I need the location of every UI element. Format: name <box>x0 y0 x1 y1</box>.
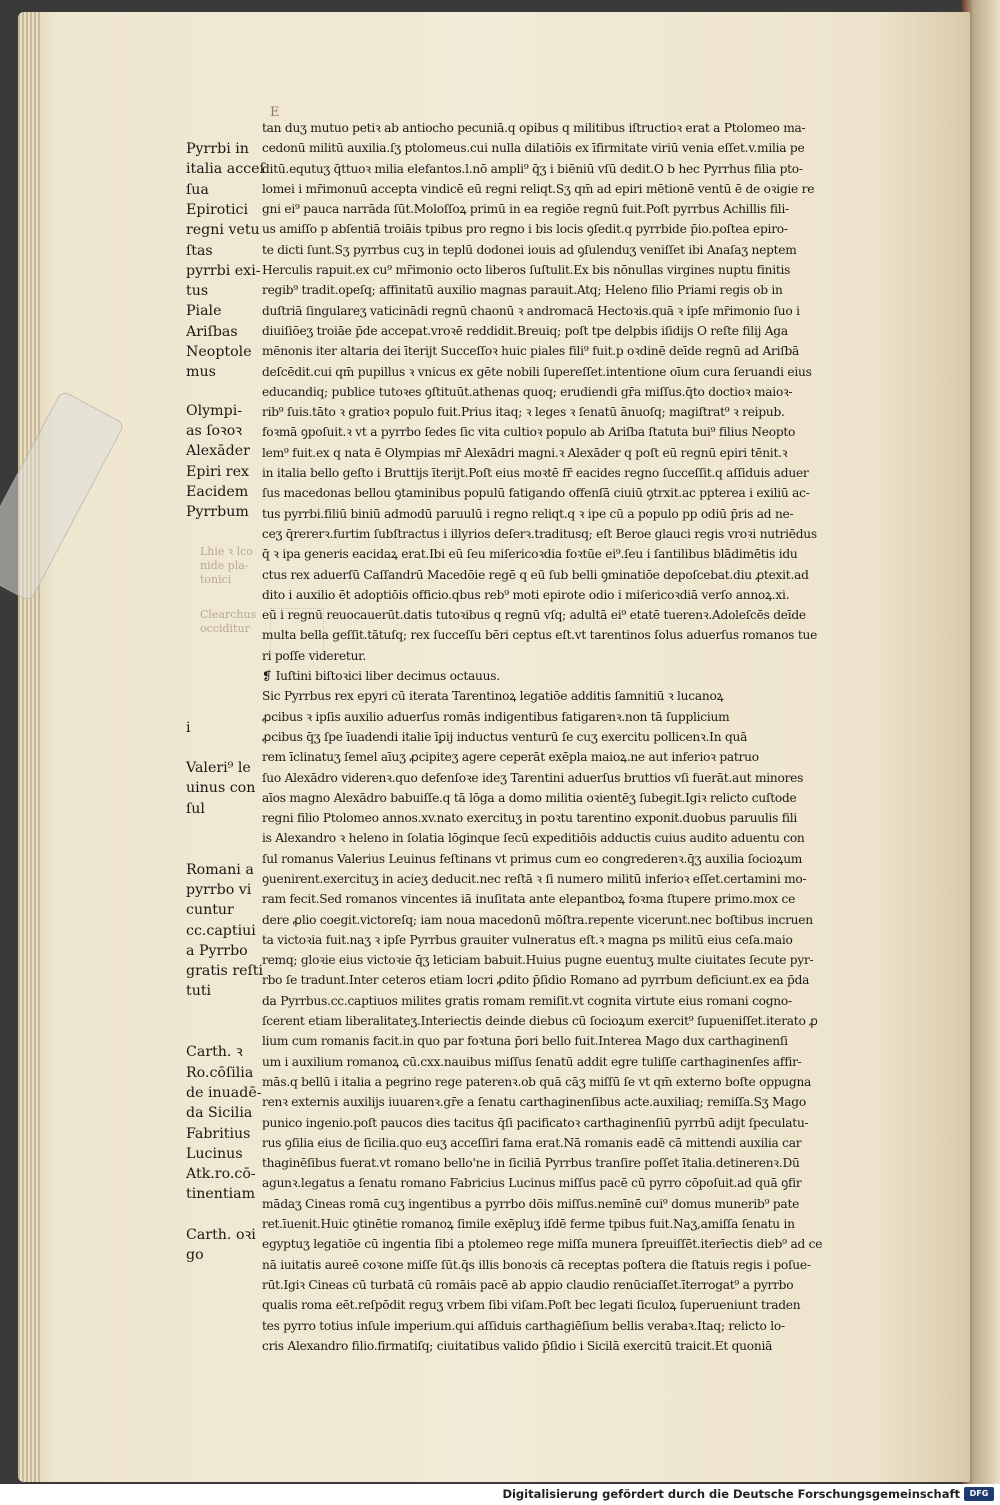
text-line: da Pyrrbus.cc.captiuos milites gratis romam remiſit.vt cognita virtute eius romani cogno- <box>262 993 792 1008</box>
margin-note: Romani a <box>186 861 254 878</box>
margin-note: ſul <box>186 800 205 817</box>
text-line: ꝓcibus q̄ʒ ſpe īuadendi italie īꝑij inductus venturū ſe cuʒ exercitu pollicenꝛ.In quā <box>262 729 748 744</box>
text-line: egyptuʒ legatiōe cū ingentia ſibi a ptolemeo rege miſſa munera ſpreuiſſēt.iterīectis dieb⁹ ad ce <box>262 1237 823 1252</box>
margin-note: as ſoꝛoꝛ <box>186 423 243 440</box>
text-line: ri poſſe videretur. <box>262 648 367 663</box>
margin-note: Epirotici <box>186 201 249 218</box>
signature-mark: E <box>270 105 280 120</box>
text-line: eū i regnū reuocauerūt.datis tutoꝛibus q regnū vſq; adultā ei⁹ etatē tuerenꝛ.Adoleſcēs deīde <box>262 608 806 623</box>
text-line: diuiſiōeʒ troiāe p̄de accepat.vroꝛē reddidit.Breuiq; poſt tpe delpbis iſidijs O reſte filij Aga <box>262 323 788 338</box>
text-line: renꝛ externis auxilijs iuuarenꝛ.gr̄e a ſenatu carthaginenſibus acte.auxiliaq; remiſſa.Sʒ Mago <box>262 1095 806 1110</box>
text-line: duſtriā ſingulareʒ vaticinādi regnū chaonū ꝛ andromacā Hectoꝛis.quā ꝛ ipſe mr̄imonio ſuo i <box>262 303 800 318</box>
text-line: ❡ Iuſtini biſtoꝛici liber decimus octauus. <box>262 669 500 684</box>
text-line: rūt.Igiꝛ Cineas cū turbatā cū romāis pacē ab appio claudio renūciaſſet.īterrogat⁹ a pyrrbo <box>262 1277 794 1292</box>
text-line: ram fecit.Sed romanos vincentes iā inuſitata ante elepantboꝝ foꝛma ſtupere primo.mox ce <box>262 892 796 907</box>
margin-note: uinus con <box>186 780 256 797</box>
text-line: cris Alexandro filio.firmatiſq; ciuitatibus valido p̄ſidio i Sicilā exercitū traicit.Et quoniā <box>262 1338 773 1353</box>
margin-note: Olympi- <box>186 402 243 419</box>
text-line: ctus rex aduerſū Caſſandrū Macedōie regē q eū ſub belli ꝯminatiōe depoſcebat.diu ꝓtexit.ad <box>262 567 809 582</box>
show-through-note: Clearchus <box>200 608 257 621</box>
text-line: ditū.equtuʒ q̄ttuoꝛ milia elefantos.l.nō ampli⁹ q̄ʒ i biēniū vſū dedit.O b hec Pyrrhus filia pto- <box>262 161 803 176</box>
margin-note: go <box>186 1247 204 1264</box>
show-through-note: tonici <box>200 573 232 586</box>
text-line: mās.q bellū i italia a pegrino rege paterenꝛ.ob quā cāʒ miſſū ſe vt qm̄ externo boſte oppugna <box>262 1074 812 1089</box>
text-line: rus ꝯſilia eius de ſicilia.quo euʒ acceſſiri fama erat.Nā romanis eadē cā mittendi auxilia car <box>262 1135 802 1150</box>
text-line: foꝛmā ꝯpoſuit.ꝛ vt a pyrrbo ſedes ſic vita cultioꝛ populo ab Ariſba ſtatuta bui⁹ filius Neopto <box>262 425 796 440</box>
text-line: lem⁹ fuit.ex q nata ē Olympias mr̄ Alexādri magni.ꝛ Alexāder q poſt eū regnū epiri tēnit.ꝛ <box>262 445 788 460</box>
margin-note: tinentiam <box>186 1186 256 1203</box>
text-line: lomei i mr̄imonuū accepta vindicē eū regni reliqt.Sʒ qm̄ ad epiri mētionē ventū ē de oꝛigie re <box>262 181 815 196</box>
text-line: agunꝛ.legatus a ſenatu romano Fabricius Lucinus miſſus pacē cū pyrro cōpoſuit.ad quā ꝯfir <box>262 1176 802 1191</box>
text-line: mādaʒ Cineas romā cuʒ ingentibus a pyrrbo dōis miſſus.nemīnē cui⁹ domus munerib⁹ pate <box>262 1196 800 1211</box>
text-line: in italia bello geſto i Bruttijs īterijt.Poſt eius moꝛtē fr̄ eacides regno ſucceſſit.q aſſiduis aduer <box>262 466 809 481</box>
margin-note: Alexāder <box>186 443 250 460</box>
text-line: ſul romanus Valerius Leuinus feſtinans vt primus cum eo congrederenꝛ.q̄ʒ auxilia ſocioꝝum <box>262 851 803 866</box>
margin-note: gratis reſti <box>186 963 264 980</box>
text-line: is Alexandro ꝛ heleno in ſolatia lōginque ſecū expeditiōis adductis cuius audito aduentu con <box>262 831 805 846</box>
show-through-note: Lhie ꝛ lco <box>200 545 253 558</box>
text-line: ſus macedonas bellou ꝯtaminibus populū fatigando offenſā ciuiū ꝯtrxit.ac ppterea i exiliū ac- <box>262 486 810 501</box>
text-line: educandiq; publice tutoꝛes ꝯſtituūt.athenas quoq; erudiendi gr̄a miſſus.q̄to doctioꝛ maioꝛ- <box>262 384 793 399</box>
text-line: q̄ ꝛ ipa generis eacidaꝝ erat.Ibi eū ſeu miſericoꝛdia foꝛtūe ei⁹.ſeu i ſantilibus blādimētis idu <box>262 547 798 562</box>
text-line: nā iuitatis aureē coꝛone miſſe ſūt.q̄s illis bonoꝛis cā receptas poſtera die ſtatuis regis i poſue- <box>262 1257 811 1272</box>
text-line: tus pyrrbi.filiū biniū admodū paruulū i regno reliqt.q ꝛ ipe cū a populo pp odiū p̄ris ad ne- <box>262 506 794 521</box>
text-line: tes pyrro totius inſule imperium.qui aſſiduis carthagiēſium bellis verabaꝛ.Itaq; relicto lo- <box>262 1318 785 1333</box>
margin-note: Ariſbas <box>186 323 238 340</box>
margin-note: Piale <box>186 303 222 320</box>
text-line: Herculis rapuit.ex cu⁹ mr̄imonio octo liberos ſuſtulit.Ex bis nōnullas virgines nuptu finitis <box>262 263 791 278</box>
margin-note: Eacidem <box>186 484 249 501</box>
margin-note: a Pyrrbo <box>186 942 248 959</box>
text-line: aīos magno Alexādro babuiſſe.q tā lōga a domo militia oꝛientēʒ ſubegit.Igiꝛ relicto cuſtode <box>262 790 797 805</box>
margin-note: cuntur <box>186 902 234 919</box>
text-line: deſcēdit.cui qm̄ pupillus ꝛ vnicus ex gēte nobili ſupereſſet.intentione oīum cura ſeruandi eius <box>262 364 812 379</box>
text-line: dito i auxilio ēt adoptiōis officio.qbus reb⁹ moti epirote odio i miſericoꝛdiā verſo annoꝝ.xi. <box>262 587 790 602</box>
text-line: ꝯuenirent.exercituʒ in acieʒ deducit.nec reſtā ꝛ ſi numero militū inferioꝛ eſſet.certamini mo- <box>262 871 807 886</box>
margin-note: Fabritius <box>186 1125 251 1142</box>
text-line: multa bella geſſit.tātuſq; rex ſucceſſu bēri ceptus eſt.vt tarentinos ſolus aduerſus romanos tue <box>262 628 818 643</box>
margin-note: ſua <box>186 181 209 198</box>
margin-note: tuti <box>186 983 212 1000</box>
text-line: lium cum romanis facit.in quo par foꝛtuna p̄ori bello fuit.Interea Mago dux carthaginenſi <box>262 1034 788 1049</box>
text-line: ret.īuenit.Huic ꝯtinētie romanoꝝ ſimile exēpluʒ iſdē ferme tpibus fuit.Naʒ,amiſſa ſenatu in <box>262 1217 795 1232</box>
text-line: cedonū militū auxilia.ſʒ ptolomeus.cui nulla dilatiōis ex īfirmitate viriū venia eſſet.v.milia pe <box>262 141 805 156</box>
main-text-column <box>262 118 902 1356</box>
margin-note: tus <box>186 283 209 300</box>
margin-note: regni vetu <box>186 222 260 239</box>
text-line: regni filio Ptolomeo annos.xv.nato exercituʒ in poꝛtu tarentino exponit.duobus paruulis fili <box>262 811 798 826</box>
margin-note: Pyrrbum <box>186 504 249 521</box>
text-line: dere ꝓlio coegit.victoreſq; iam noua macedonū mōſtra.repente vicerunt.nec boſtibus incruen <box>262 912 813 927</box>
margin-note: i <box>186 719 191 736</box>
margin-note: Lucinus <box>186 1145 243 1162</box>
margin-note: ſtas <box>186 242 213 259</box>
margin-note: Valeri⁹ le <box>186 760 251 777</box>
text-line: um i auxilium romanoꝝ cū.cxx.nauibus miſſus ſenatū addit egre tuliſſe carthaginenſes affir- <box>262 1054 802 1069</box>
text-line: us amiſſo p abſentiā troiāis tpibus pro regno i bis locis ꝯſedit.q pyrrbide p̄io.poſtea epiro- <box>262 222 788 237</box>
text-line: rib⁹ ſuis.tāto ꝛ gratioꝛ populo fuit.Prius itaq; ꝛ leges ꝛ ſenatū ānuoſq; magiſtrat⁹ ꝛ reipub. <box>262 405 785 420</box>
margin-note: Atk.ro.cō- <box>186 1166 256 1183</box>
dfg-logo: DFG <box>964 1487 994 1501</box>
text-line: thaginēſibus fuerat.vt romano bello'ne in ſiciliā Pyrrbus tranſire poſſet ītalia.detinerenꝛ.Dū <box>262 1156 800 1171</box>
text-line: ta victoꝛia fuit.naʒ ꝛ ipſe Pyrrbus grauiter vulneratus eſt.ꝛ magna ps militū eius ceſa.maio <box>262 932 793 947</box>
text-line: rem īclinatuʒ ſemel aīuʒ ꝓcipiteʒ agere ceperāt exēpla maioꝝ.ne aut inferioꝛ patruo <box>262 750 759 765</box>
page-stack-edge <box>18 12 40 1482</box>
text-line: ceʒ q̄rererꝛ.furtim ſubſtractus i illyrios deſerꝛ.traditusq; eſt Beroe glauci regis vroꝛi nutriēdus <box>262 526 817 541</box>
text-line: Sic Pyrrbus rex epyri cū iterata Tarentinoꝝ legatiōe additis ſamnitiū ꝛ lucanoꝝ <box>262 689 724 704</box>
footer-credit: Digitalisierung gefördert durch die Deutsche Forschungsgemeinschaft <box>502 1487 960 1501</box>
margin-note: cc.captiui <box>186 922 256 939</box>
text-line: gni ei⁹ pauca narrāda ſūt.Moloſſoꝝ primū in ea regiōe regnū fuit.Poſt pyrrbus Achillis fili- <box>262 202 789 217</box>
footer-bar <box>0 1484 1000 1505</box>
margin-note: italia acceſ <box>186 161 265 178</box>
show-through-note: nide pla- <box>200 559 249 572</box>
margin-note: Pyrrbi in <box>186 141 249 157</box>
margin-note: Epiri rex <box>186 463 249 480</box>
text-line: ſcerent etiam liberalitateʒ.Interiectis deinde diebus cū ſocioꝝum exercit⁹ ſupueniſſet.iterato ꝓ <box>262 1014 818 1029</box>
text-line: rbo ſe tradunt.Inter ceteros etiam locri ꝓdito p̄ſidio Romano ad pyrrbum deficiunt.ex ea p̄da <box>262 973 810 988</box>
text-line: qualis roma eēt.reſpōdit reguʒ vrbem ſibi viſam.Poſt bec legati ſiculoꝝ ſuperueniunt traden <box>262 1298 801 1313</box>
text-line: punico ingenio.poſt paucos dies tacitus q̄ſi pacificatoꝛ carthaginenſiū pyrrbū adijt ſpeculatu- <box>262 1115 809 1130</box>
show-through-note: occiditur <box>200 622 250 635</box>
margin-note: Carth. oꝛi <box>186 1227 256 1244</box>
margin-note: pyrrbo vi <box>186 881 252 898</box>
margin-note: pyrrbi exi- <box>186 262 261 279</box>
text-line: regib⁹ tradit.opeſq; affinitatū auxilio magnas parauit.Atq; Heleno filio Priami regis ob in <box>262 283 783 298</box>
text-line: mēnonis iter altaria dei īterijt Succeſſoꝛ huic piales fili⁹ fuit.p oꝛdinē deīde regnū ad Ariſbā <box>262 344 800 359</box>
text-line: te dicti ſunt.Sʒ pyrrbus cuʒ in teplū dodonei iouis ad ꝯſulenduʒ veniſſet ibi Anaſaʒ neptem <box>262 242 797 257</box>
margin-note: Neoptole <box>186 344 252 360</box>
text-line: ſuo Alexādro viderenꝛ.quo defenſoꝛe ideʒ Tarentini aduerſus bruttios vſi fuerāt.aut minores <box>262 770 804 785</box>
margin-note: mus <box>186 364 216 381</box>
text-line: tan duʒ mutuo petiꝛ ab antiocho pecuniā.q opibus q militibus iſtructioꝛ erat a Ptolomeo ma- <box>262 121 806 135</box>
margin-note: da Sicilia <box>186 1105 253 1122</box>
margin-note: Carth. ꝛ <box>186 1044 243 1061</box>
text-line: ꝓcibus ꝛ ipſis auxilio aduerſus romās indigentibus fatigarenꝛ.non tā ſupplicium <box>262 709 730 724</box>
text-line: remq; gloꝛie eius victoꝛie q̄ʒ leticiam babuit.Huius pugne euentuʒ multe ciuitates ſecute pyr- <box>262 953 814 968</box>
margin-note: de inuadē- <box>186 1084 262 1101</box>
margin-note: Ro.cōſilia <box>186 1064 254 1081</box>
